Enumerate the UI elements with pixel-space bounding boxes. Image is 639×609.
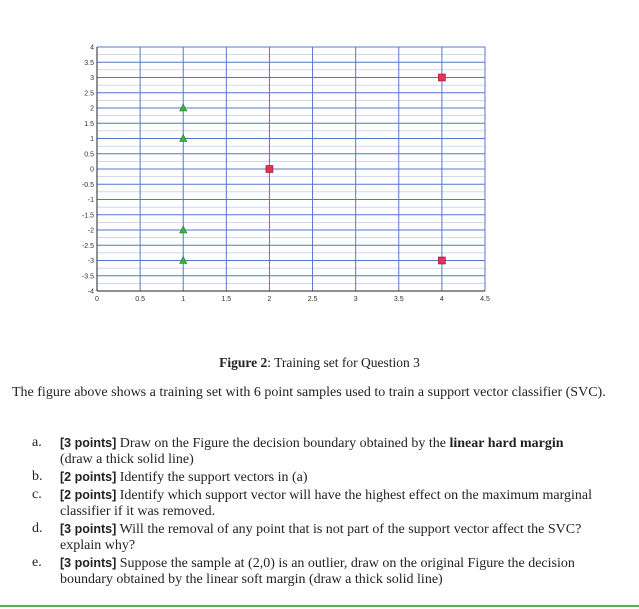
- figure-caption-text: : Training set for Question 3: [267, 355, 420, 370]
- y-tick-label: 2: [90, 105, 94, 113]
- question-b: [32, 469, 592, 486]
- question-text-continued: (draw a thick solid line): [60, 452, 194, 467]
- question-text: Will the removal of any point that is not part of the support vector affect the SVC? explain why?: [60, 522, 582, 553]
- question-list: [32, 435, 592, 589]
- figure-label: Figure 2: [219, 355, 268, 370]
- question-text: Identify which support vector will have the highest effect on the maximum marginal classifier if it was removed.: [60, 488, 592, 519]
- question-a: [32, 435, 592, 468]
- y-tick-label: -4: [87, 288, 94, 296]
- y-tick-label: -2.5: [81, 242, 94, 250]
- y-tick-label: -3.5: [81, 273, 94, 281]
- question-points: [3 points]: [60, 556, 117, 570]
- y-tick-label: 3.5: [84, 59, 94, 67]
- x-tick-label: 1: [181, 296, 186, 303]
- question-e: [32, 555, 592, 588]
- y-tick-label: -2: [87, 227, 94, 235]
- x-tick-label: 2: [267, 296, 272, 303]
- question-points: [2 points]: [60, 488, 117, 502]
- x-tick-label: 2.5: [307, 296, 318, 303]
- square-point: [438, 74, 445, 81]
- y-tick-label: 0.5: [84, 151, 94, 159]
- y-tick-label: -0.5: [81, 181, 94, 189]
- x-tick-label: 3: [353, 296, 358, 303]
- y-tick-label: 0: [90, 166, 94, 174]
- y-tick-label: 1.5: [84, 120, 94, 128]
- square-point: [438, 257, 445, 264]
- question-text: Identify the support vectors in (a): [116, 470, 308, 485]
- question-letter: e.: [32, 555, 42, 570]
- x-tick-label: 1.5: [221, 296, 232, 303]
- y-tick-label: 4: [90, 44, 94, 52]
- y-tick-label: -1: [87, 197, 94, 204]
- question-c: [32, 487, 592, 520]
- y-tick-label: -3: [87, 258, 94, 265]
- y-tick-label: -1.5: [81, 212, 94, 220]
- question-letter: b.: [32, 469, 43, 484]
- x-tick-label: 4: [439, 296, 444, 303]
- intro-paragraph: The figure above shows a training set with 6 point samples used to train a support vector classifier (SVC).: [12, 385, 606, 400]
- question-bold-text: linear hard margin: [449, 436, 564, 451]
- question-points: [2 points]: [60, 470, 117, 484]
- y-tick-label: 2.5: [84, 90, 94, 98]
- square-point: [266, 166, 273, 173]
- question-points: [3 points]: [60, 436, 117, 450]
- question-letter: a.: [32, 435, 42, 450]
- question-text: Draw on the Figure the decision boundary obtained by the: [116, 436, 450, 451]
- x-tick-label: 3.5: [393, 296, 404, 303]
- question-text: Suppose the sample at (2,0) is an outlier, draw on the original Figure the decision boundary obtained by the linear soft margin (draw a thick solid line): [60, 556, 575, 587]
- figure-caption: [0, 355, 639, 371]
- question-letter: c.: [32, 487, 42, 502]
- question-d: [32, 521, 592, 554]
- x-tick-label: 0.5: [135, 296, 145, 303]
- question-points: [3 points]: [60, 522, 117, 536]
- bottom-divider: [0, 605, 639, 607]
- x-tick-label: 4.5: [480, 296, 490, 303]
- y-tick-label: 3: [90, 75, 94, 82]
- y-tick-label: 1: [90, 136, 94, 143]
- x-tick-label: 0: [95, 296, 99, 303]
- question-letter: d.: [32, 521, 43, 536]
